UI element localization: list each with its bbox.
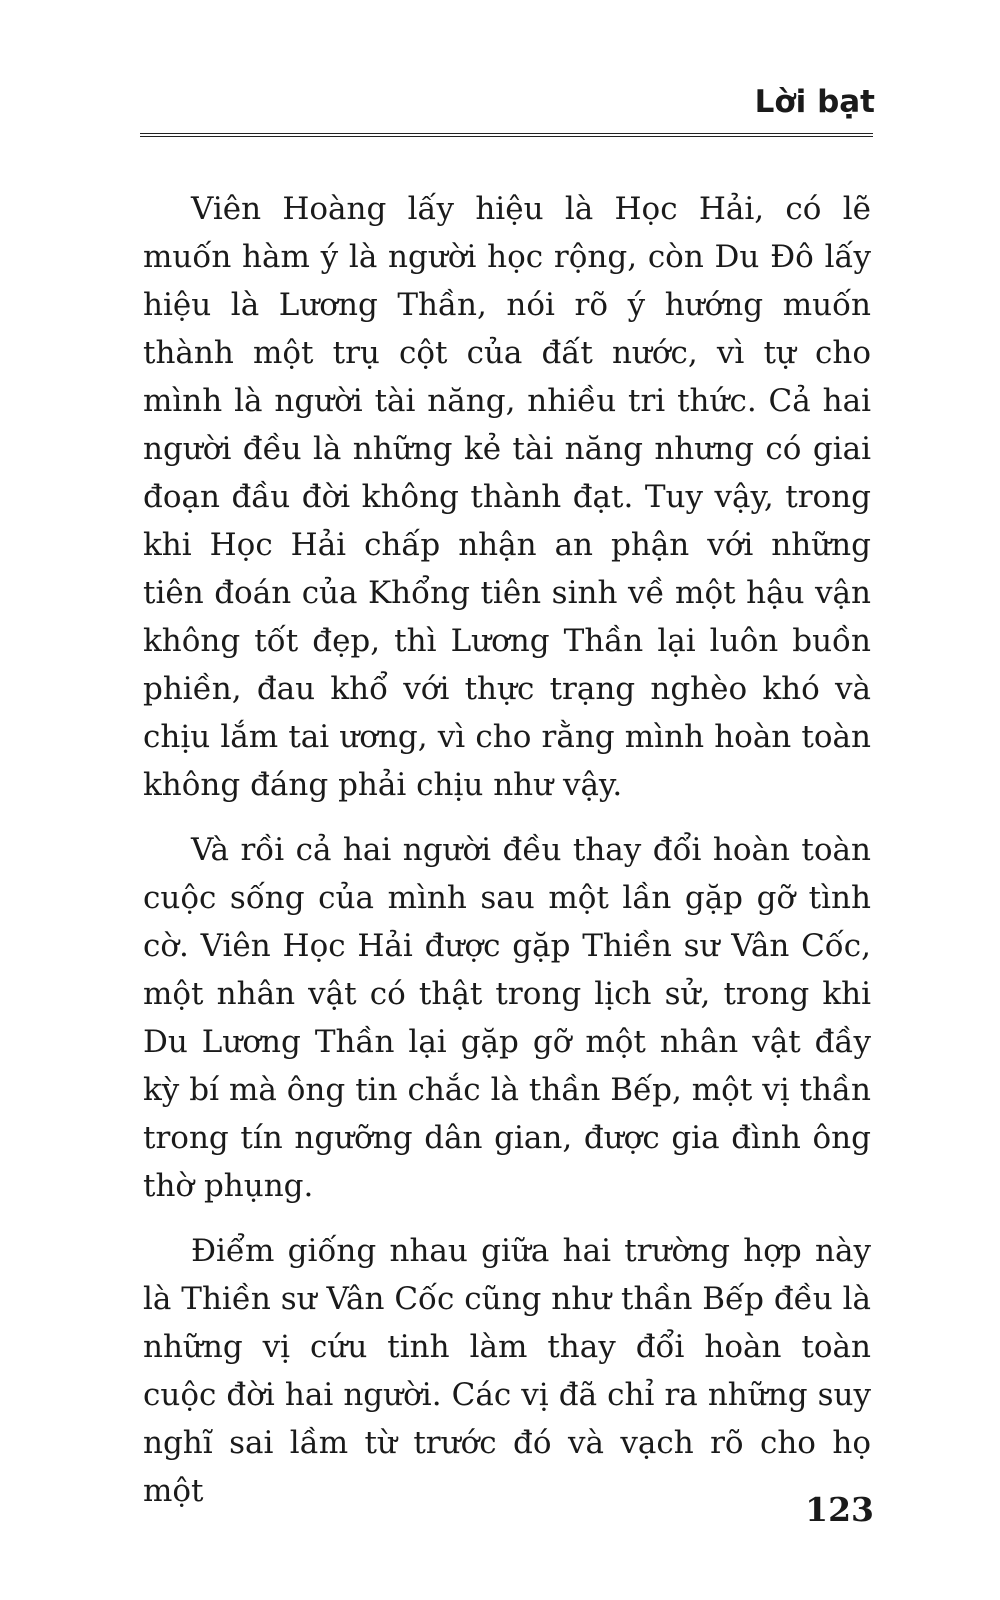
paragraph-2: Và rồi cả hai người đều thay đổi hoàn toàn cuộc sống của mình sau một lần gặp gỡ tình cờ. Viên Học Hải được gặp Thiền sư Vân Cốc, một nhân vật có thật trong lịch sử, trong khi Du Lương Thần lại gặp gỡ một nhân vật đầy kỳ bí mà ông tin chắc là thần Bếp, một vị thần trong tín ngưỡng dân gian, được gia đình ông thờ phụng. <box>143 832 871 1204</box>
paragraph-1: Viên Hoàng lấy hiệu là Học Hải, có lẽ muốn hàm ý là người học rộng, còn Du Đô lấy hiệu là Lương Thần, nói rõ ý hướng muốn thành một trụ cột của đất nước, vì tự cho mình là người tài năng, nhiều tri thức. Cả hai người đều là những kẻ tài năng nhưng có giai đoạn đầu đời không thành đạt. Tuy vậy, trong khi Học Hải chấp nhận an phận với những tiên đoán của Khổng tiên sinh về một hậu vận không tốt đẹp, thì Lương Thần lại luôn buồn phiền, đau khổ với thực trạng nghèo khó và chịu lắm tai ương, vì cho rằng mình hoàn toàn không đáng phải chịu như vậy. <box>143 191 871 803</box>
page-number: 123 <box>805 1490 874 1529</box>
body-text <box>143 185 871 1532</box>
header-rule <box>140 133 873 137</box>
running-header-title: Lời bạt <box>754 84 875 120</box>
paragraph-3: Điểm giống nhau giữa hai trường hợp này là Thiền sư Vân Cốc cũng như thần Bếp đều là những vị cứu tinh làm thay đổi hoàn toàn cuộc đời hai người. Các vị đã chỉ ra những suy nghĩ sai lầm từ trước đó và vạch rõ cho họ một <box>143 1233 871 1509</box>
